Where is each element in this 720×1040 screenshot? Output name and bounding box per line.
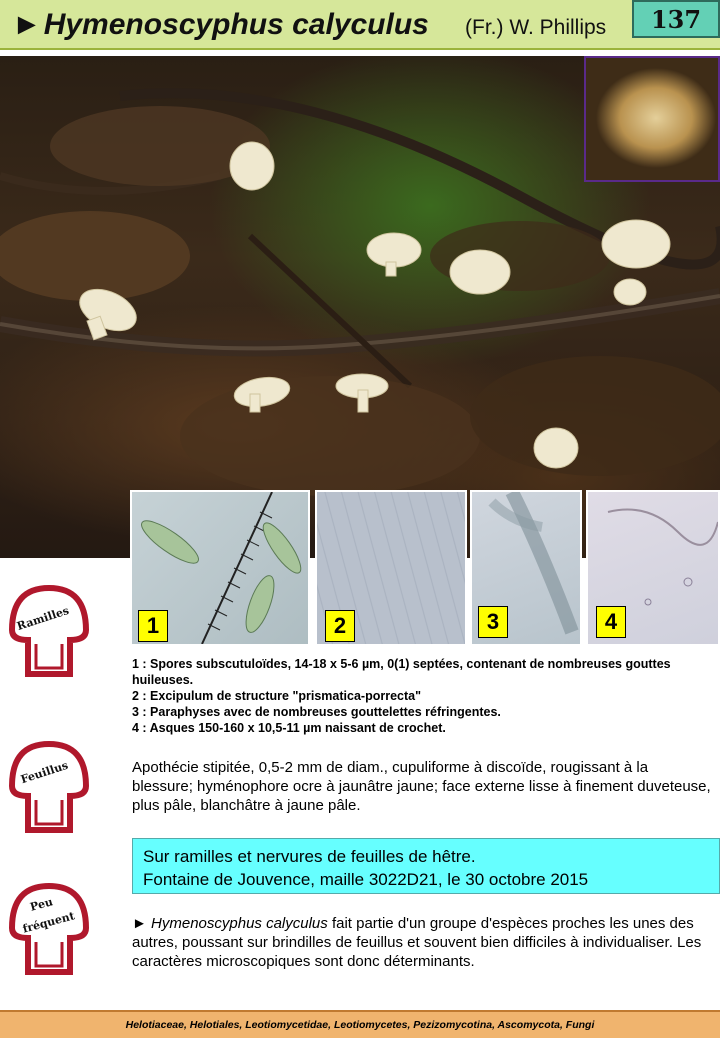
species-author: (Fr.) W. Phillips (465, 16, 607, 39)
micro-label-2: 2 (325, 610, 355, 642)
stamp-host-label: Feuillus (19, 758, 70, 787)
stamp-frequency-line1: Peu (28, 895, 55, 914)
stamp-frequency-line2: fréquent (21, 909, 77, 936)
species-notes (132, 914, 702, 971)
micro-note: 4 : Asques 150-160 x 10,5-11 µm naissant de crochet. (132, 721, 446, 735)
taxonomy-footer: Helotiaceae, Helotiales, Leotiomycetidae, Leotiomycetes, Pezizomycotina, Ascomycota, Fungi (0, 1010, 720, 1038)
stamp-substrate (6, 582, 92, 682)
micro-label-1: 1 (138, 610, 168, 642)
micro-note: 2 : Excipulum de structure "prismatica-porrecta" (132, 689, 422, 703)
notes-species: Hymenoscyphus calyculus (151, 915, 328, 932)
notes-arrow: ► (132, 915, 147, 932)
mushroom-stamp-icon (6, 738, 92, 838)
inset-closeup-photo (584, 56, 720, 182)
page-number: 137 (632, 0, 720, 38)
habitat-box (132, 838, 720, 894)
micro-label-3: 3 (478, 606, 508, 638)
notes-text: fait partie d'un groupe d'espèces proches les unes des autres, poussant sur brindilles de feuillus et souvent bien difficiles à individualiser. Les caractères microscopiques sont donc déterminants. (132, 915, 702, 970)
species-name: Hymenoscyphus calyculus (43, 8, 429, 41)
micro-image-asci (586, 490, 720, 646)
header-bar (0, 0, 720, 50)
title-arrow: ► (12, 8, 42, 41)
micro-note: 3 : Paraphyses avec de nombreuses gouttelettes réfringentes. (132, 705, 501, 719)
microscopy-notes (132, 656, 714, 736)
stamp-host (6, 738, 92, 838)
habitat-location: Fontaine de Jouvence, maille 3022D21, le 30 octobre 2015 (143, 870, 589, 889)
micro-image-spores (130, 490, 310, 646)
micro-image-paraphyses (470, 490, 582, 646)
habitat-substrate: Sur ramilles et nervures de feuilles de hêtre. (143, 847, 476, 866)
species-title (12, 8, 429, 42)
micro-note: 1 : Spores subscutuloïdes, 14-18 x 5-6 µm, 0(1) septées, contenant de nombreuses gouttes huileuses. (132, 657, 671, 687)
micro-image-excipulum (315, 490, 467, 646)
stamp-frequency (6, 880, 92, 980)
micro-label-4: 4 (596, 606, 626, 638)
stamp-substrate-label: Ramilles (15, 603, 71, 634)
macro-description: Apothécie stipitée, 0,5-2 mm de diam., cupuliforme à discoïde, rougissant à la blessure; hyménophore ocre à jaunâtre jaune; face externe lisse à finement duveteuse, plus pâle, blanchâtre à jaune pâle. (132, 759, 711, 814)
